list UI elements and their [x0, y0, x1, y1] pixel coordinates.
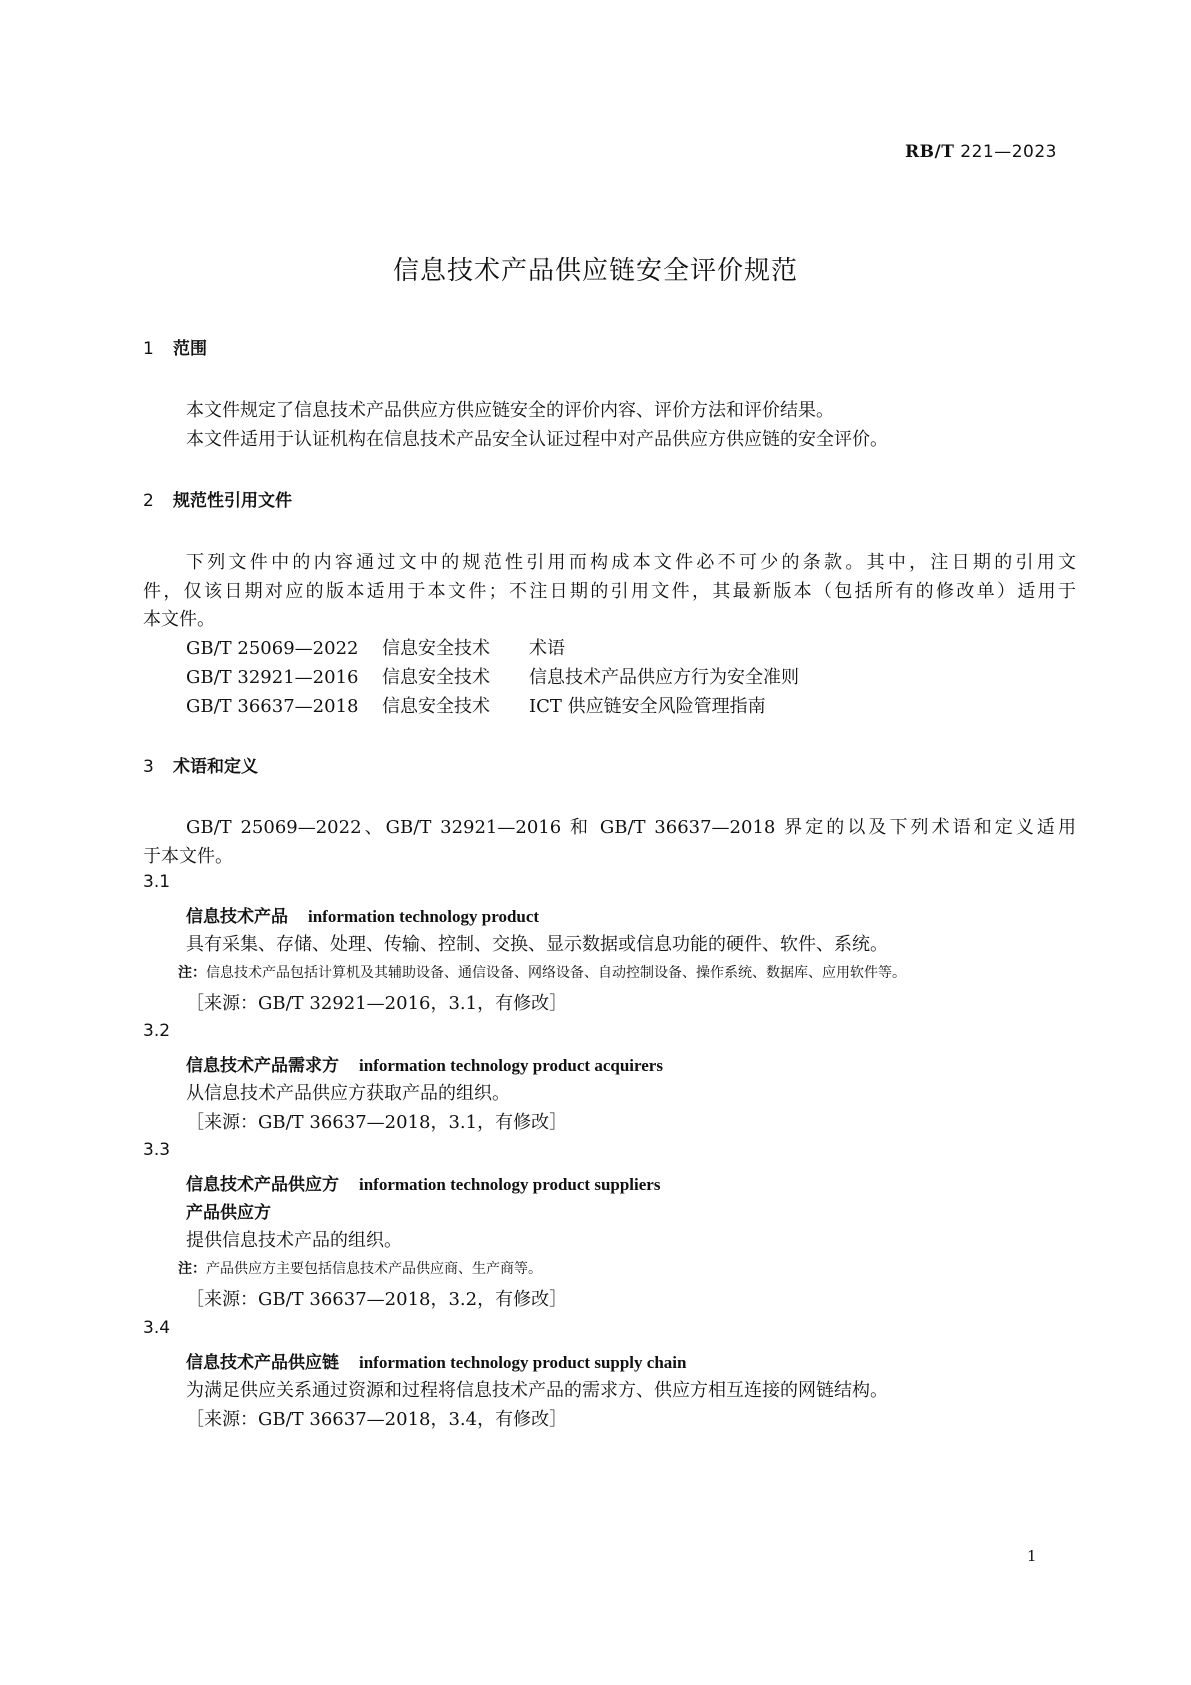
note-text: 产品供应方主要包括信息技术产品供应商、生产商等。 — [206, 1261, 542, 1277]
page-number: 1 — [1027, 1547, 1037, 1565]
section-2-heading — [143, 486, 292, 511]
intro-line-text: 下列文件中的内容通过文中的规范性引用而构成本文件必不可少的条款。其中，注日期的引用文 — [186, 552, 1076, 573]
term-note — [178, 962, 906, 982]
section-3-title: 术语和定义 — [173, 757, 258, 777]
note-label: 注： — [178, 965, 206, 981]
reference-title-part-b: 信息技术产品供应方行为安全准则 — [529, 667, 799, 688]
term-note — [178, 1258, 542, 1278]
document-code-prefix: RB/T — [905, 142, 955, 162]
section-2-intro-line: 本文件。 — [143, 609, 215, 630]
note-label: 注： — [178, 1261, 206, 1277]
term-definition: 为满足供应关系通过资源和过程将信息技术产品的需求方、供应方相互连接的网链结构。 — [186, 1380, 888, 1401]
term-alternative: 产品供应方 — [186, 1203, 271, 1223]
note-text: 信息技术产品包括计算机及其辅助设备、通信设备、网络设备、自动控制设备、操作系统、数据库、应用软件等。 — [206, 965, 906, 981]
section-3-heading — [143, 752, 258, 777]
intro-line-text: GB/T 25069—2022、GB/T 32921—2016 和 GB/T 36637—2018 界定的以及下列术语和定义适用 — [186, 817, 1076, 838]
term-number: 3.2 — [143, 1021, 171, 1041]
reference-title-part-a: 信息安全技术 — [382, 667, 490, 688]
intro-line-text: 件，仅该日期对应的版本适用于本文件；不注日期的引用文件，其最新版本（包括所有的修改单）适用于 — [143, 581, 1076, 602]
section-3-number: 3 — [143, 757, 154, 777]
section-2-intro-line — [186, 548, 1076, 574]
reference-title-part-a: 信息安全技术 — [382, 696, 490, 717]
section-2-number: 2 — [143, 491, 154, 511]
section-1-paragraph: 本文件规定了信息技术产品供应方供应链安全的评价内容、评价方法和评价结果。 — [186, 400, 834, 421]
section-1-title: 范围 — [173, 339, 207, 359]
section-3-intro-line — [186, 813, 1076, 839]
term-definition: 提供信息技术产品的组织。 — [186, 1230, 402, 1251]
term-number: 3.1 — [143, 872, 171, 892]
term-source: ［来源：GB/T 36637—2018，3.1，有修改］ — [186, 1112, 568, 1133]
term-english: information technology product acquirers — [359, 1056, 663, 1075]
section-1-number: 1 — [143, 339, 154, 359]
term-definition: 具有采集、存储、处理、传输、控制、交换、显示数据或信息功能的硬件、软件、系统。 — [186, 934, 888, 955]
term-chinese: 信息技术产品供应方 — [186, 1175, 339, 1195]
reference-code: GB/T 36637—2018 — [186, 696, 359, 717]
section-1-heading — [143, 334, 207, 359]
reference-item — [186, 692, 766, 718]
term-title — [186, 1170, 660, 1195]
term-source: ［来源：GB/T 36637—2018，3.2，有修改］ — [186, 1289, 568, 1310]
reference-code: GB/T 32921—2016 — [186, 667, 359, 688]
section-3-intro-line: 于本文件。 — [143, 846, 233, 867]
term-definition: 从信息技术产品供应方获取产品的组织。 — [186, 1083, 510, 1104]
reference-title-part-b: 术语 — [529, 638, 565, 659]
section-2-title: 规范性引用文件 — [173, 491, 292, 511]
term-source: ［来源：GB/T 32921—2016，3.1，有修改］ — [186, 993, 568, 1014]
term-chinese: 信息技术产品 — [186, 907, 288, 927]
term-english: information technology product supply chain — [359, 1353, 687, 1372]
term-title — [186, 1051, 663, 1076]
term-english: information technology product suppliers — [359, 1175, 661, 1194]
section-1-paragraph: 本文件适用于认证机构在信息技术产品安全认证过程中对产品供应方供应链的安全评价。 — [186, 429, 888, 450]
document-title: 信息技术产品供应链安全评价规范 — [392, 256, 798, 286]
document-code-number: 221—2023 — [960, 142, 1057, 162]
term-chinese: 信息技术产品需求方 — [186, 1056, 339, 1076]
term-english: information technology product — [308, 907, 540, 926]
term-chinese: 信息技术产品供应链 — [186, 1353, 339, 1373]
term-number: 3.4 — [143, 1318, 171, 1338]
section-2-intro-line — [143, 577, 1076, 603]
term-number: 3.3 — [143, 1140, 171, 1160]
reference-item — [186, 634, 565, 660]
reference-title-part-b: ICT 供应链安全风险管理指南 — [529, 696, 766, 717]
document-code — [905, 142, 1057, 162]
term-title — [186, 1348, 686, 1373]
term-title — [186, 902, 539, 927]
reference-code: GB/T 25069—2022 — [186, 638, 359, 659]
term-source: ［来源：GB/T 36637—2018，3.4，有修改］ — [186, 1409, 568, 1430]
reference-title-part-a: 信息安全技术 — [382, 638, 490, 659]
reference-item — [186, 663, 799, 689]
